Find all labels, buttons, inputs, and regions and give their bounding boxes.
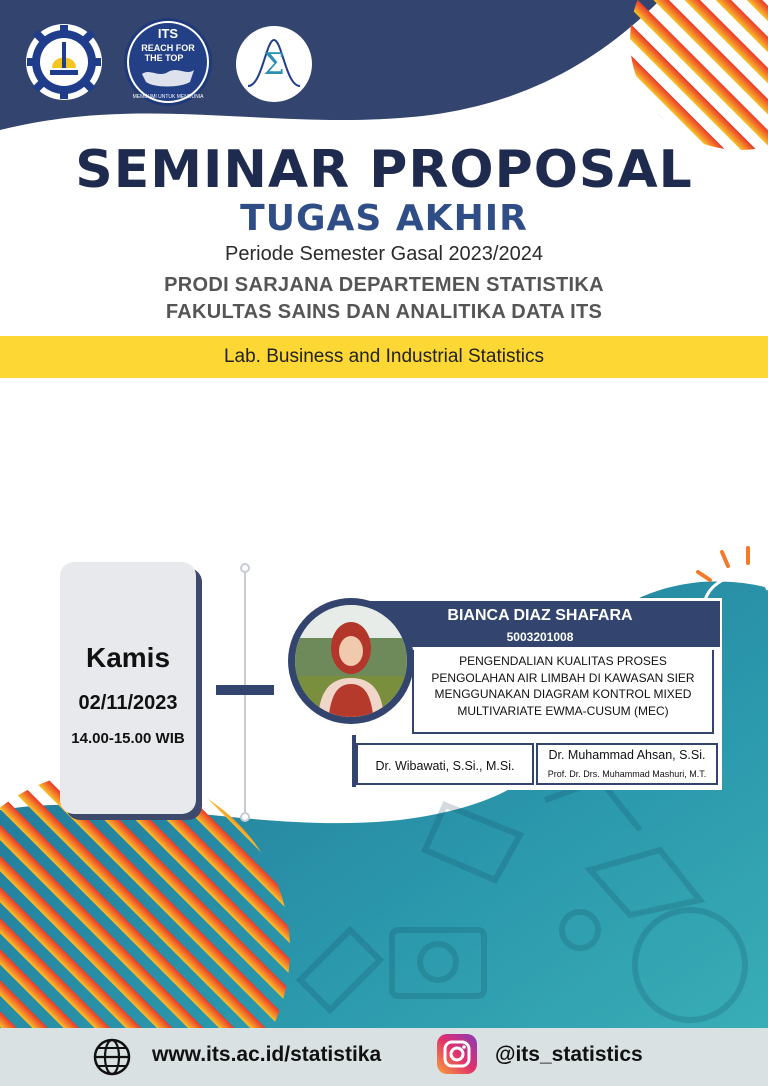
reach-for-text: REACH FOR: [141, 43, 195, 53]
thesis-line: PENGENDALIAN KUALITAS PROSES: [459, 654, 667, 668]
period-text: Periode Semester Gasal 2023/2024: [225, 243, 543, 265]
thesis-title: [412, 650, 714, 734]
co-supervisor: Prof. Dr. Drs. Muhammad Mashuri, M.T.: [547, 769, 707, 779]
schedule-card: [60, 562, 196, 814]
its-logo-text: ITS: [157, 26, 179, 41]
thesis-line: MULTIVARIATE EWMA-CUSUM (MEC): [457, 703, 669, 718]
its-emblem-logo: [26, 24, 102, 100]
schedule-day: Kamis: [85, 642, 171, 673]
student-name: BIANCA DIAZ SHAFARA: [447, 607, 633, 624]
page-title: SEMINAR PROPOSAL: [75, 140, 693, 200]
connector-dash: [216, 685, 274, 695]
student-header: [360, 601, 720, 647]
globe-icon: [124, 18, 212, 106]
student-photo: [288, 598, 414, 724]
student-nrp: 5003201008: [506, 630, 574, 644]
timeline-dot-top: [240, 563, 250, 573]
website-link[interactable]: www.its.ac.id/statistika: [152, 1043, 382, 1066]
prodi-line-2: FAKULTAS SAINS DAN ANALITIKA DATA ITS: [165, 301, 603, 323]
page-subtitle: TUGAS AKHIR: [240, 198, 528, 239]
the-top-text: THE TOP: [144, 53, 184, 63]
schedule-time: 14.00-15.00 WIB: [71, 730, 185, 747]
supervisor-right: [536, 743, 718, 785]
lab-banner: Lab. Business and Industrial Statistics: [0, 336, 768, 378]
gear-icon: [26, 24, 102, 100]
instagram-handle[interactable]: @its_statistics: [495, 1043, 643, 1066]
statistics-sigma-logo: [236, 26, 312, 102]
timeline-dot-bottom: [240, 812, 250, 822]
membumi-text: MEMBUMI UNTUK MENDUNIA: [132, 94, 204, 100]
schedule-date: 02/11/2023: [78, 692, 178, 714]
thesis-line: PENGOLAHAN AIR LIMBAH DI KAWASAN SIER: [431, 670, 695, 685]
sigma-symbol: Σ: [263, 47, 285, 82]
globe-icon: [92, 1037, 132, 1082]
sigma-icon: [236, 26, 312, 102]
supervisor-main: Dr. Muhammad Ahsan, S.Si.: [548, 748, 706, 762]
supervisor-left: Dr. Wibawati, S.Si., M.Si.: [356, 743, 534, 785]
its-reach-for-the-top-logo: [124, 18, 212, 106]
prodi-line-1: PRODI SARJANA DEPARTEMEN STATISTIKA: [164, 274, 604, 296]
thesis-line: MENGGUNAKAN DIAGRAM KONTROL MIXED: [434, 687, 692, 701]
student-portrait: [288, 598, 414, 724]
instagram-icon: [437, 1034, 477, 1074]
